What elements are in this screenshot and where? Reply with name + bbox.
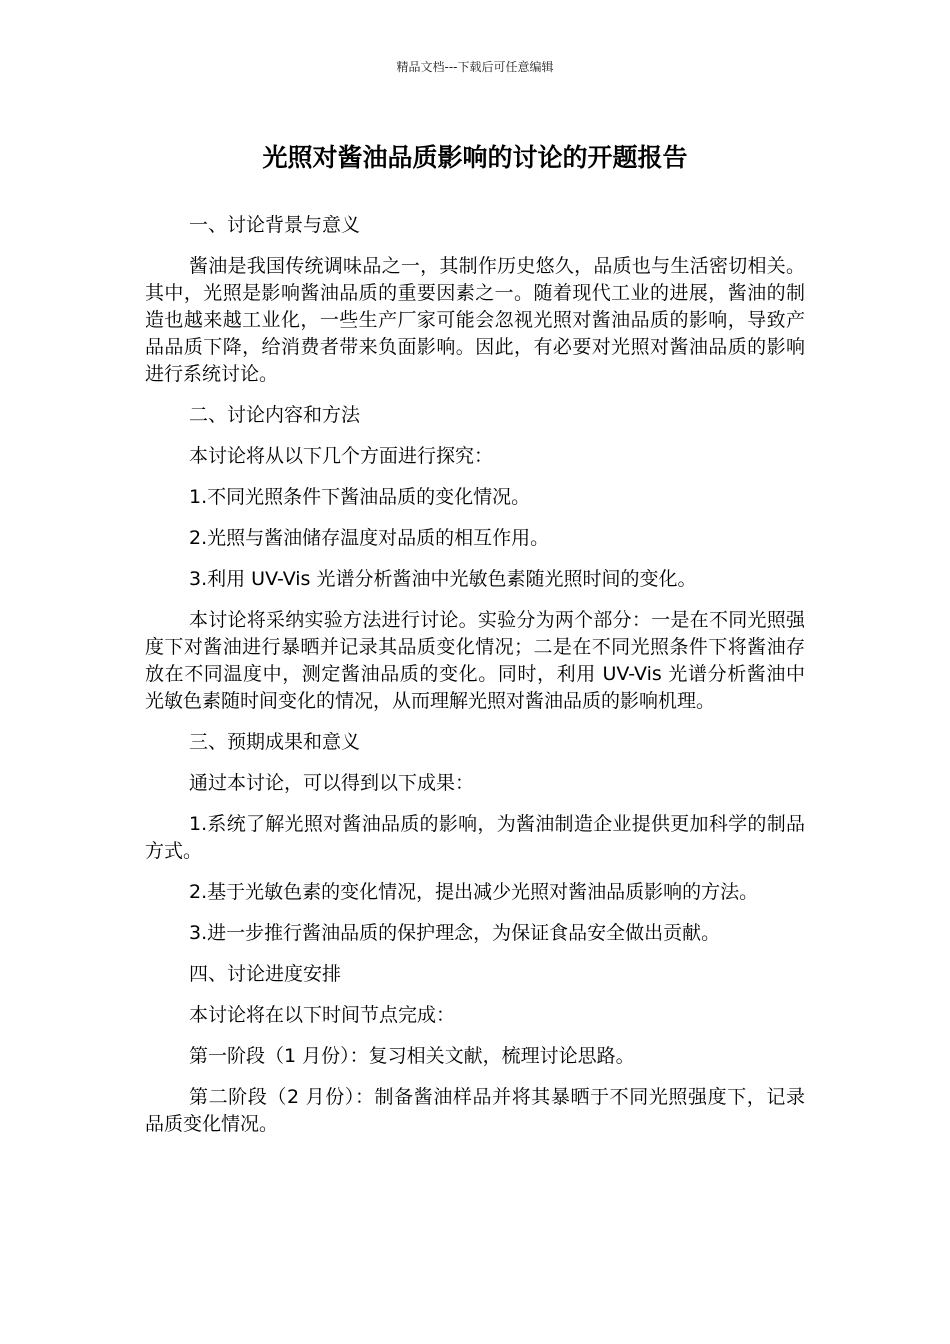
list-item-content-1: 1.不同光照条件下酱油品质的变化情况。: [189, 486, 531, 508]
section-heading-schedule: 四、讨论进度安排: [189, 963, 342, 985]
paragraph-background: 酱油是我国传统调味品之一，其制作历史悠久，品质也与生活密切相关。其中，光照是影响酱油品质的重要因素之一。随着现代工业的进展，酱油的制造也越来越工业化，一些生产厂家可能会忽视光照对酱油品质的影响，导致产品品质下降，给消费者带来负面影响。因此，有必要对光照对酱油品质的影响进行系统讨论。: [145, 255, 805, 385]
document-title: 光照对酱油品质影响的讨论的开题报告: [262, 143, 688, 172]
document-body: [145, 212, 805, 1152]
list-item-result-1: 1.系统了解光照对酱油品质的影响，为酱油制造企业提供更加科学的制品方式。: [145, 813, 805, 862]
list-item-result-3: 3.进一步推行酱油品质的保护理念，为保证食品安全做出贡献。: [189, 922, 721, 944]
list-item-content-2: 2.光照与酱油储存温度对品质的相互作用。: [189, 527, 550, 549]
schedule-item-phase-1: 第一阶段（1 月份）：复习相关文献，梳理讨论思路。: [189, 1045, 635, 1067]
section-heading-expected-results: 三、预期成果和意义: [189, 731, 361, 753]
list-item-result-2: 2.基于光敏色素的变化情况，提出减少光照对酱油品质影响的方法。: [189, 881, 759, 903]
header-note: 精品文档---下载后可任意编辑: [396, 60, 554, 74]
section-heading-content-method: 二、讨论内容和方法: [189, 404, 361, 426]
paragraph-schedule-intro: 本讨论将在以下时间节点完成：: [189, 1004, 456, 1026]
schedule-item-phase-2: 第二阶段（2 月份）：制备酱油样品并将其暴晒于不同光照强度下，记录品质变化情况。: [145, 1086, 805, 1135]
paragraph-method: 本讨论将采纳实验方法进行讨论。实验分为两个部分：一是在不同光照强度下对酱油进行暴晒并记录其品质变化情况；二是在不同光照条件下将酱油存放在不同温度中，测定酱油品质的变化。同时，利用 UV-Vis 光谱分析酱油中光敏色素随时间变化的情况，从而理解光照对酱油品质的影响机理。: [145, 609, 805, 712]
paragraph-results-intro: 通过本讨论，可以得到以下成果：: [189, 772, 475, 794]
paragraph-content-intro: 本讨论将从以下几个方面进行探究：: [189, 445, 494, 467]
section-heading-background: 一、讨论背景与意义: [189, 214, 361, 236]
list-item-content-3: 3.利用 UV-Vis 光谱分析酱油中光敏色素随光照时间的变化。: [189, 568, 697, 590]
